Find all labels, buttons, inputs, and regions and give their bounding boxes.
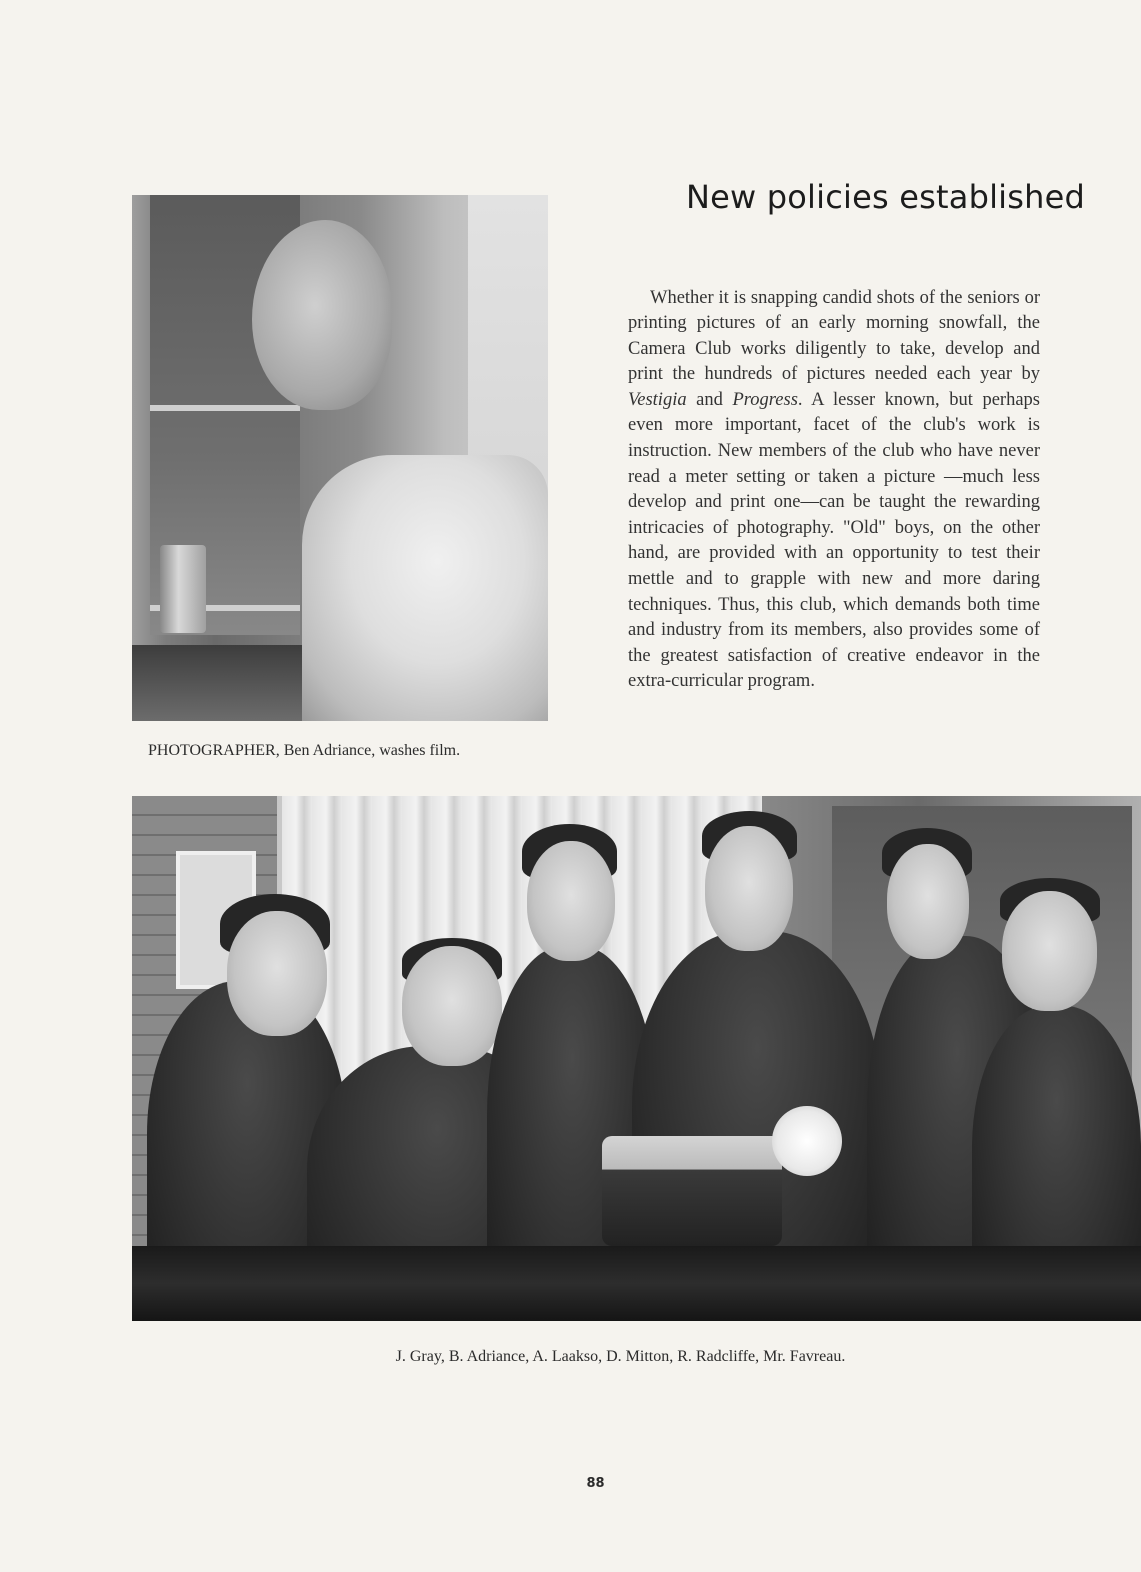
group-photo-camera bbox=[602, 1136, 782, 1246]
page-title: New policies established bbox=[686, 178, 1086, 216]
body-text-1: Whether it is snapping candid shots of the seniors or printing pictures of an early morning snowfall, the Camera Club works diligently to take, develop and print the hundreds of pictures needed each year by bbox=[628, 287, 1040, 385]
body-title-progress: Progress bbox=[732, 389, 798, 410]
group-person-face bbox=[887, 844, 969, 959]
body-title-vestigia: Vestigia bbox=[628, 389, 687, 410]
group-caption: J. Gray, B. Adriance, A. Laakso, D. Mitton, R. Radcliffe, Mr. Favreau. bbox=[395, 1348, 846, 1365]
group-photo-flash bbox=[772, 1106, 842, 1176]
body-text-3: . A lesser known, but perhaps even more important, facet of the club's work is instruction. New members of the club who have never read a meter setting or taken a picture —much less develop and print one—can be taught the rewarding intricacies of photography. "Old" boys, on the other hand, are provided with an opportunity to test their mettle and to grapple with new and more daring techniques. Thus, this club, which demands both time and industry from its members, also provides some of the greatest satisfaction of creative endeavor in the extra-curricular program. bbox=[628, 389, 1040, 692]
group-person-face bbox=[1002, 891, 1097, 1011]
photographer-photo bbox=[132, 195, 548, 721]
photo-figure-head bbox=[252, 220, 392, 410]
group-person-face bbox=[705, 826, 793, 951]
group-person-face bbox=[227, 911, 327, 1036]
page-number: 88 bbox=[586, 1476, 605, 1491]
group-person-face bbox=[527, 841, 615, 961]
group-photo-table bbox=[132, 1246, 1141, 1321]
photo-figure-shirt bbox=[302, 455, 548, 721]
article-body bbox=[628, 286, 1040, 696]
body-text-2: and bbox=[686, 389, 733, 410]
photo-shelf bbox=[150, 405, 300, 411]
photographer-caption: PHOTOGRAPHER, Ben Adriance, washes film. bbox=[148, 742, 461, 759]
group-person-face bbox=[402, 946, 502, 1066]
photo-mug bbox=[160, 545, 206, 633]
camera-club-group-photo bbox=[132, 796, 1141, 1321]
